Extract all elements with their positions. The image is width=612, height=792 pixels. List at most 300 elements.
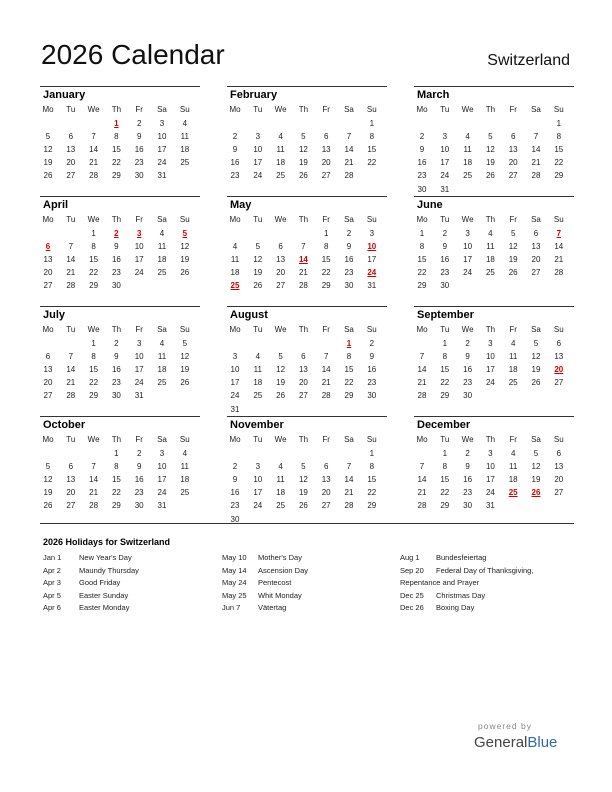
day: 17 bbox=[157, 145, 167, 155]
day: 23 bbox=[344, 268, 354, 278]
weekday-header: Sa bbox=[157, 435, 167, 444]
day: 3 bbox=[136, 339, 142, 348]
day: 24 bbox=[230, 391, 240, 401]
day: 11 bbox=[180, 462, 189, 472]
day: 22 bbox=[417, 268, 427, 278]
day: 17 bbox=[230, 378, 240, 388]
day: 12 bbox=[43, 475, 53, 485]
day: 12 bbox=[298, 475, 308, 485]
day: 30 bbox=[367, 391, 377, 401]
day: 1 bbox=[369, 449, 375, 458]
day: 15 bbox=[440, 475, 450, 485]
day: 30 bbox=[463, 501, 473, 511]
day: 8 bbox=[91, 352, 96, 362]
weekday-header: Su bbox=[179, 325, 190, 334]
holiday-day: 25 bbox=[230, 281, 240, 291]
day: 28 bbox=[344, 171, 354, 181]
day: 13 bbox=[531, 242, 541, 252]
weekday-header: Tu bbox=[66, 435, 76, 444]
weekday-header: Su bbox=[179, 215, 190, 224]
day: 25 bbox=[463, 171, 473, 181]
holiday-date: Aug 1 bbox=[400, 553, 420, 562]
month-name: February bbox=[230, 89, 278, 101]
day: 15 bbox=[111, 145, 121, 155]
day: 2 bbox=[232, 462, 238, 472]
day: 6 bbox=[68, 462, 74, 472]
holiday-name: Pentecost bbox=[258, 578, 292, 587]
day: 16 bbox=[367, 365, 377, 375]
day: 10 bbox=[134, 242, 144, 252]
day: 15 bbox=[111, 475, 121, 485]
brand-part-blue: Blue bbox=[527, 734, 558, 751]
weekday-header: Th bbox=[111, 435, 122, 444]
day: 26 bbox=[298, 501, 308, 511]
day: 21 bbox=[89, 488, 99, 498]
day: 13 bbox=[66, 145, 76, 155]
day: 3 bbox=[465, 229, 470, 238]
day: 17 bbox=[367, 255, 377, 265]
day: 19 bbox=[531, 475, 541, 485]
day: 16 bbox=[111, 365, 121, 375]
day: 18 bbox=[508, 365, 518, 375]
day: 4 bbox=[278, 132, 283, 142]
day: 1 bbox=[556, 119, 562, 128]
weekday-header: Th bbox=[485, 105, 496, 114]
holiday-name: Christmas Day bbox=[436, 590, 486, 600]
day: 9 bbox=[369, 352, 375, 362]
day: 22 bbox=[440, 488, 450, 498]
day: 21 bbox=[66, 268, 76, 278]
day: 8 bbox=[323, 242, 329, 252]
day: 2 bbox=[419, 132, 425, 142]
day: 4 bbox=[182, 119, 188, 128]
month-april bbox=[40, 196, 200, 301]
day: 22 bbox=[367, 488, 377, 498]
weekday-header: We bbox=[461, 325, 474, 334]
day: 3 bbox=[159, 449, 165, 458]
day: 24 bbox=[157, 158, 167, 168]
holiday-name: Vätertag bbox=[258, 603, 287, 612]
day: 18 bbox=[463, 158, 473, 168]
day: 8 bbox=[369, 132, 375, 142]
day: 7 bbox=[346, 462, 352, 472]
day: 20 bbox=[321, 158, 331, 168]
day: 8 bbox=[91, 242, 96, 252]
month-name: December bbox=[417, 419, 471, 431]
holiday-day: 7 bbox=[556, 229, 562, 238]
day: 28 bbox=[66, 281, 76, 291]
day: 2 bbox=[136, 449, 142, 458]
weekday-header: Tu bbox=[253, 435, 263, 444]
day: 12 bbox=[531, 352, 541, 362]
weekday-header: Th bbox=[111, 325, 122, 334]
weekday-header: Fr bbox=[509, 435, 517, 444]
day: 23 bbox=[134, 488, 144, 498]
holiday-date: Dec 26 bbox=[400, 603, 424, 612]
day: 14 bbox=[344, 145, 354, 155]
day: 27 bbox=[43, 391, 53, 401]
weekday-header: Sa bbox=[531, 215, 541, 224]
day: 8 bbox=[346, 352, 352, 362]
weekday-header: Sa bbox=[531, 105, 541, 114]
day: 6 bbox=[301, 352, 306, 362]
day: 19 bbox=[43, 488, 53, 498]
day: 19 bbox=[180, 365, 190, 375]
day: 23 bbox=[463, 378, 473, 388]
holiday-date: May 24 bbox=[222, 578, 247, 587]
day: 13 bbox=[276, 255, 286, 265]
day: 5 bbox=[301, 132, 306, 142]
day: 9 bbox=[419, 145, 425, 155]
day: 21 bbox=[554, 255, 564, 265]
day: 14 bbox=[417, 475, 427, 485]
weekday-header: We bbox=[274, 435, 287, 444]
day: 19 bbox=[276, 378, 286, 388]
day: 15 bbox=[321, 255, 331, 265]
day: 26 bbox=[508, 268, 518, 278]
month-october bbox=[40, 416, 200, 521]
day: 18 bbox=[230, 268, 240, 278]
day: 29 bbox=[111, 171, 121, 181]
day: 6 bbox=[323, 462, 329, 472]
month-name: May bbox=[230, 199, 252, 211]
day: 21 bbox=[89, 158, 99, 168]
day: 20 bbox=[298, 378, 308, 388]
day: 11 bbox=[230, 255, 240, 265]
day: 20 bbox=[66, 158, 76, 168]
day: 29 bbox=[367, 501, 377, 511]
day: 16 bbox=[463, 365, 473, 375]
day: 5 bbox=[533, 449, 539, 458]
day: 28 bbox=[89, 501, 99, 511]
day: 12 bbox=[508, 242, 518, 252]
day: 29 bbox=[417, 281, 427, 291]
weekday-header: Mo bbox=[416, 325, 428, 334]
day: 24 bbox=[134, 268, 144, 278]
day: 24 bbox=[463, 268, 473, 278]
holiday-day: 24 bbox=[367, 268, 377, 278]
day: 15 bbox=[344, 365, 354, 375]
day: 2 bbox=[465, 339, 470, 348]
day: 23 bbox=[230, 501, 240, 511]
day: 31 bbox=[157, 501, 167, 511]
holiday-date: May 10 bbox=[222, 553, 247, 562]
day: 9 bbox=[136, 462, 142, 472]
day: 22 bbox=[89, 268, 99, 278]
holiday-name: New Year's Day bbox=[79, 553, 132, 562]
day: 12 bbox=[180, 242, 190, 252]
day: 25 bbox=[180, 158, 190, 168]
day: 4 bbox=[510, 449, 516, 458]
day: 9 bbox=[442, 242, 448, 252]
day: 18 bbox=[508, 475, 518, 485]
holiday-day: 1 bbox=[114, 119, 119, 128]
day: 18 bbox=[157, 255, 167, 265]
day: 29 bbox=[554, 171, 564, 181]
holiday-date: Jan 1 bbox=[43, 553, 62, 562]
day: 15 bbox=[554, 145, 564, 155]
weekday-header: Tu bbox=[66, 105, 76, 114]
day: 22 bbox=[367, 158, 377, 168]
holiday-item bbox=[400, 552, 575, 565]
day: 13 bbox=[298, 365, 308, 375]
day: 23 bbox=[440, 268, 450, 278]
day: 9 bbox=[114, 352, 119, 362]
day: 19 bbox=[298, 488, 308, 498]
day: 31 bbox=[230, 404, 240, 414]
day: 10 bbox=[463, 242, 473, 252]
day: 17 bbox=[157, 475, 167, 485]
day: 18 bbox=[485, 255, 495, 265]
month-june bbox=[414, 196, 574, 301]
holiday-item bbox=[400, 602, 575, 615]
day: 22 bbox=[554, 158, 564, 168]
day: 25 bbox=[508, 378, 518, 388]
holiday-name: Whit Monday bbox=[258, 590, 302, 600]
day: 27 bbox=[554, 488, 564, 498]
holiday-name: Mother's Day bbox=[258, 553, 302, 562]
holidays-title: 2026 Holidays for Switzerland bbox=[43, 537, 171, 547]
day: 14 bbox=[89, 475, 99, 485]
day: 2 bbox=[346, 229, 352, 238]
weekday-header: We bbox=[461, 105, 474, 114]
day: 29 bbox=[89, 391, 99, 401]
weekday-header: Tu bbox=[253, 105, 263, 114]
weekday-header: Su bbox=[366, 325, 377, 334]
day: 21 bbox=[321, 378, 331, 388]
weekday-header: Fr bbox=[135, 105, 143, 114]
weekday-header: Sa bbox=[344, 105, 354, 114]
day: 21 bbox=[298, 268, 308, 278]
day: 5 bbox=[278, 352, 283, 362]
holiday-item bbox=[222, 590, 382, 603]
day: 14 bbox=[89, 145, 99, 155]
holiday-date: Apr 5 bbox=[43, 590, 61, 600]
holiday-item bbox=[43, 552, 203, 565]
day: 11 bbox=[509, 462, 518, 472]
weekday-header: Su bbox=[553, 325, 564, 334]
day: 4 bbox=[465, 132, 470, 142]
day: 23 bbox=[111, 378, 121, 388]
day: 28 bbox=[66, 391, 76, 401]
country-name: Switzerland bbox=[487, 52, 570, 69]
holiday-day: 6 bbox=[45, 242, 51, 252]
day: 26 bbox=[276, 391, 286, 401]
day: 5 bbox=[45, 462, 51, 472]
holiday-item bbox=[43, 565, 203, 578]
day: 6 bbox=[556, 449, 562, 458]
day: 17 bbox=[463, 255, 473, 265]
weekday-header: Tu bbox=[66, 215, 76, 224]
holiday-item bbox=[400, 565, 575, 590]
day: 16 bbox=[111, 255, 121, 265]
holiday-column bbox=[400, 552, 575, 615]
day: 10 bbox=[440, 145, 450, 155]
day: 14 bbox=[344, 475, 354, 485]
day: 15 bbox=[367, 145, 377, 155]
month-december bbox=[414, 416, 574, 521]
day: 4 bbox=[159, 339, 165, 348]
day: 13 bbox=[554, 462, 564, 472]
day: 4 bbox=[182, 449, 188, 458]
day: 23 bbox=[367, 378, 377, 388]
day: 26 bbox=[253, 281, 263, 291]
day: 25 bbox=[157, 378, 167, 388]
day: 17 bbox=[134, 365, 144, 375]
weekday-header: Th bbox=[298, 325, 309, 334]
day: 1 bbox=[91, 339, 96, 348]
day: 7 bbox=[301, 242, 306, 252]
day: 20 bbox=[66, 488, 76, 498]
day: 14 bbox=[321, 365, 331, 375]
day: 18 bbox=[253, 378, 263, 388]
day: 12 bbox=[485, 145, 495, 155]
day: 4 bbox=[510, 339, 516, 348]
day: 29 bbox=[111, 501, 121, 511]
calendar-bottom-rule bbox=[40, 523, 574, 524]
day: 30 bbox=[111, 281, 121, 291]
day: 27 bbox=[321, 501, 331, 511]
day: 11 bbox=[253, 365, 262, 375]
generalblue-logo[interactable] bbox=[474, 733, 557, 753]
day: 18 bbox=[157, 365, 167, 375]
day: 1 bbox=[91, 229, 96, 238]
day: 29 bbox=[89, 281, 99, 291]
weekday-header: Sa bbox=[531, 435, 541, 444]
day: 28 bbox=[554, 268, 564, 278]
day: 8 bbox=[556, 132, 562, 142]
day: 16 bbox=[440, 255, 450, 265]
day: 27 bbox=[298, 391, 308, 401]
day: 7 bbox=[91, 132, 96, 142]
day: 19 bbox=[508, 255, 518, 265]
weekday-header: Mo bbox=[42, 215, 54, 224]
month-name: October bbox=[43, 419, 86, 431]
day: 25 bbox=[157, 268, 167, 278]
day: 26 bbox=[298, 171, 308, 181]
day: 11 bbox=[276, 475, 285, 485]
day: 3 bbox=[369, 229, 375, 238]
day: 26 bbox=[180, 378, 190, 388]
day: 12 bbox=[531, 462, 541, 472]
weekday-header: Mo bbox=[229, 435, 241, 444]
weekday-header: Th bbox=[111, 105, 122, 114]
day: 3 bbox=[255, 132, 261, 142]
day: 19 bbox=[531, 365, 541, 375]
day: 22 bbox=[89, 378, 99, 388]
day: 2 bbox=[136, 119, 142, 128]
day: 6 bbox=[323, 132, 329, 142]
holiday-name: Easter Sunday bbox=[79, 590, 129, 600]
day: 24 bbox=[157, 488, 167, 498]
day: 18 bbox=[276, 158, 286, 168]
holiday-date: Apr 2 bbox=[43, 565, 61, 575]
day: 19 bbox=[485, 158, 495, 168]
day: 20 bbox=[508, 158, 518, 168]
day: 6 bbox=[556, 339, 562, 348]
day: 10 bbox=[485, 352, 495, 362]
weekday-header: Tu bbox=[66, 325, 76, 334]
day: 24 bbox=[485, 378, 495, 388]
weekday-header: Su bbox=[553, 435, 564, 444]
day: 4 bbox=[255, 352, 261, 362]
day: 12 bbox=[43, 145, 53, 155]
day: 30 bbox=[134, 171, 144, 181]
day: 15 bbox=[367, 475, 377, 485]
day: 2 bbox=[369, 339, 375, 348]
day: 11 bbox=[180, 132, 189, 142]
day: 8 bbox=[114, 132, 119, 142]
month-name: September bbox=[417, 309, 474, 321]
day: 11 bbox=[463, 145, 472, 155]
holiday-day: 3 bbox=[136, 229, 142, 238]
day: 19 bbox=[43, 158, 53, 168]
day: 31 bbox=[157, 171, 167, 181]
day: 7 bbox=[68, 352, 74, 362]
weekday-header: We bbox=[87, 325, 100, 334]
weekday-header: Tu bbox=[253, 215, 263, 224]
day: 18 bbox=[276, 488, 286, 498]
day: 25 bbox=[180, 488, 190, 498]
day: 23 bbox=[417, 171, 427, 181]
day: 1 bbox=[369, 119, 375, 128]
day: 3 bbox=[159, 119, 165, 128]
day: 6 bbox=[68, 132, 74, 142]
day: 14 bbox=[417, 365, 427, 375]
holiday-date: Jun 7 bbox=[222, 603, 241, 612]
holiday-day: 10 bbox=[367, 242, 377, 252]
month-march bbox=[414, 86, 574, 194]
day: 9 bbox=[136, 132, 142, 142]
weekday-header: We bbox=[274, 105, 287, 114]
day: 26 bbox=[531, 378, 541, 388]
day: 31 bbox=[367, 281, 377, 291]
weekday-header: Sa bbox=[344, 325, 354, 334]
day: 2 bbox=[465, 449, 470, 458]
day: 3 bbox=[488, 449, 493, 458]
day: 12 bbox=[298, 145, 308, 155]
day: 30 bbox=[230, 514, 240, 524]
day: 10 bbox=[253, 145, 263, 155]
day: 11 bbox=[509, 352, 518, 362]
weekday-header: Tu bbox=[440, 325, 450, 334]
holiday-day: 1 bbox=[346, 339, 352, 348]
day: 7 bbox=[419, 352, 425, 362]
day: 30 bbox=[463, 391, 473, 401]
day: 18 bbox=[180, 475, 190, 485]
day: 25 bbox=[253, 391, 263, 401]
day: 23 bbox=[111, 268, 121, 278]
day: 23 bbox=[230, 171, 240, 181]
weekday-header: Fr bbox=[509, 105, 517, 114]
day: 29 bbox=[321, 281, 331, 291]
day: 5 bbox=[255, 242, 261, 252]
day: 16 bbox=[134, 475, 144, 485]
weekday-header: Fr bbox=[322, 215, 330, 224]
weekday-header: Mo bbox=[229, 215, 241, 224]
day: 21 bbox=[344, 158, 354, 168]
day: 30 bbox=[417, 184, 427, 194]
day: 3 bbox=[488, 339, 493, 348]
holiday-date: Apr 6 bbox=[43, 603, 61, 612]
day: 9 bbox=[465, 352, 470, 362]
day: 17 bbox=[134, 255, 144, 265]
day: 17 bbox=[253, 158, 263, 168]
weekday-header: We bbox=[274, 325, 287, 334]
holiday-date: Dec 25 bbox=[400, 590, 424, 600]
weekday-header: Su bbox=[553, 105, 564, 114]
month-january bbox=[40, 86, 200, 191]
